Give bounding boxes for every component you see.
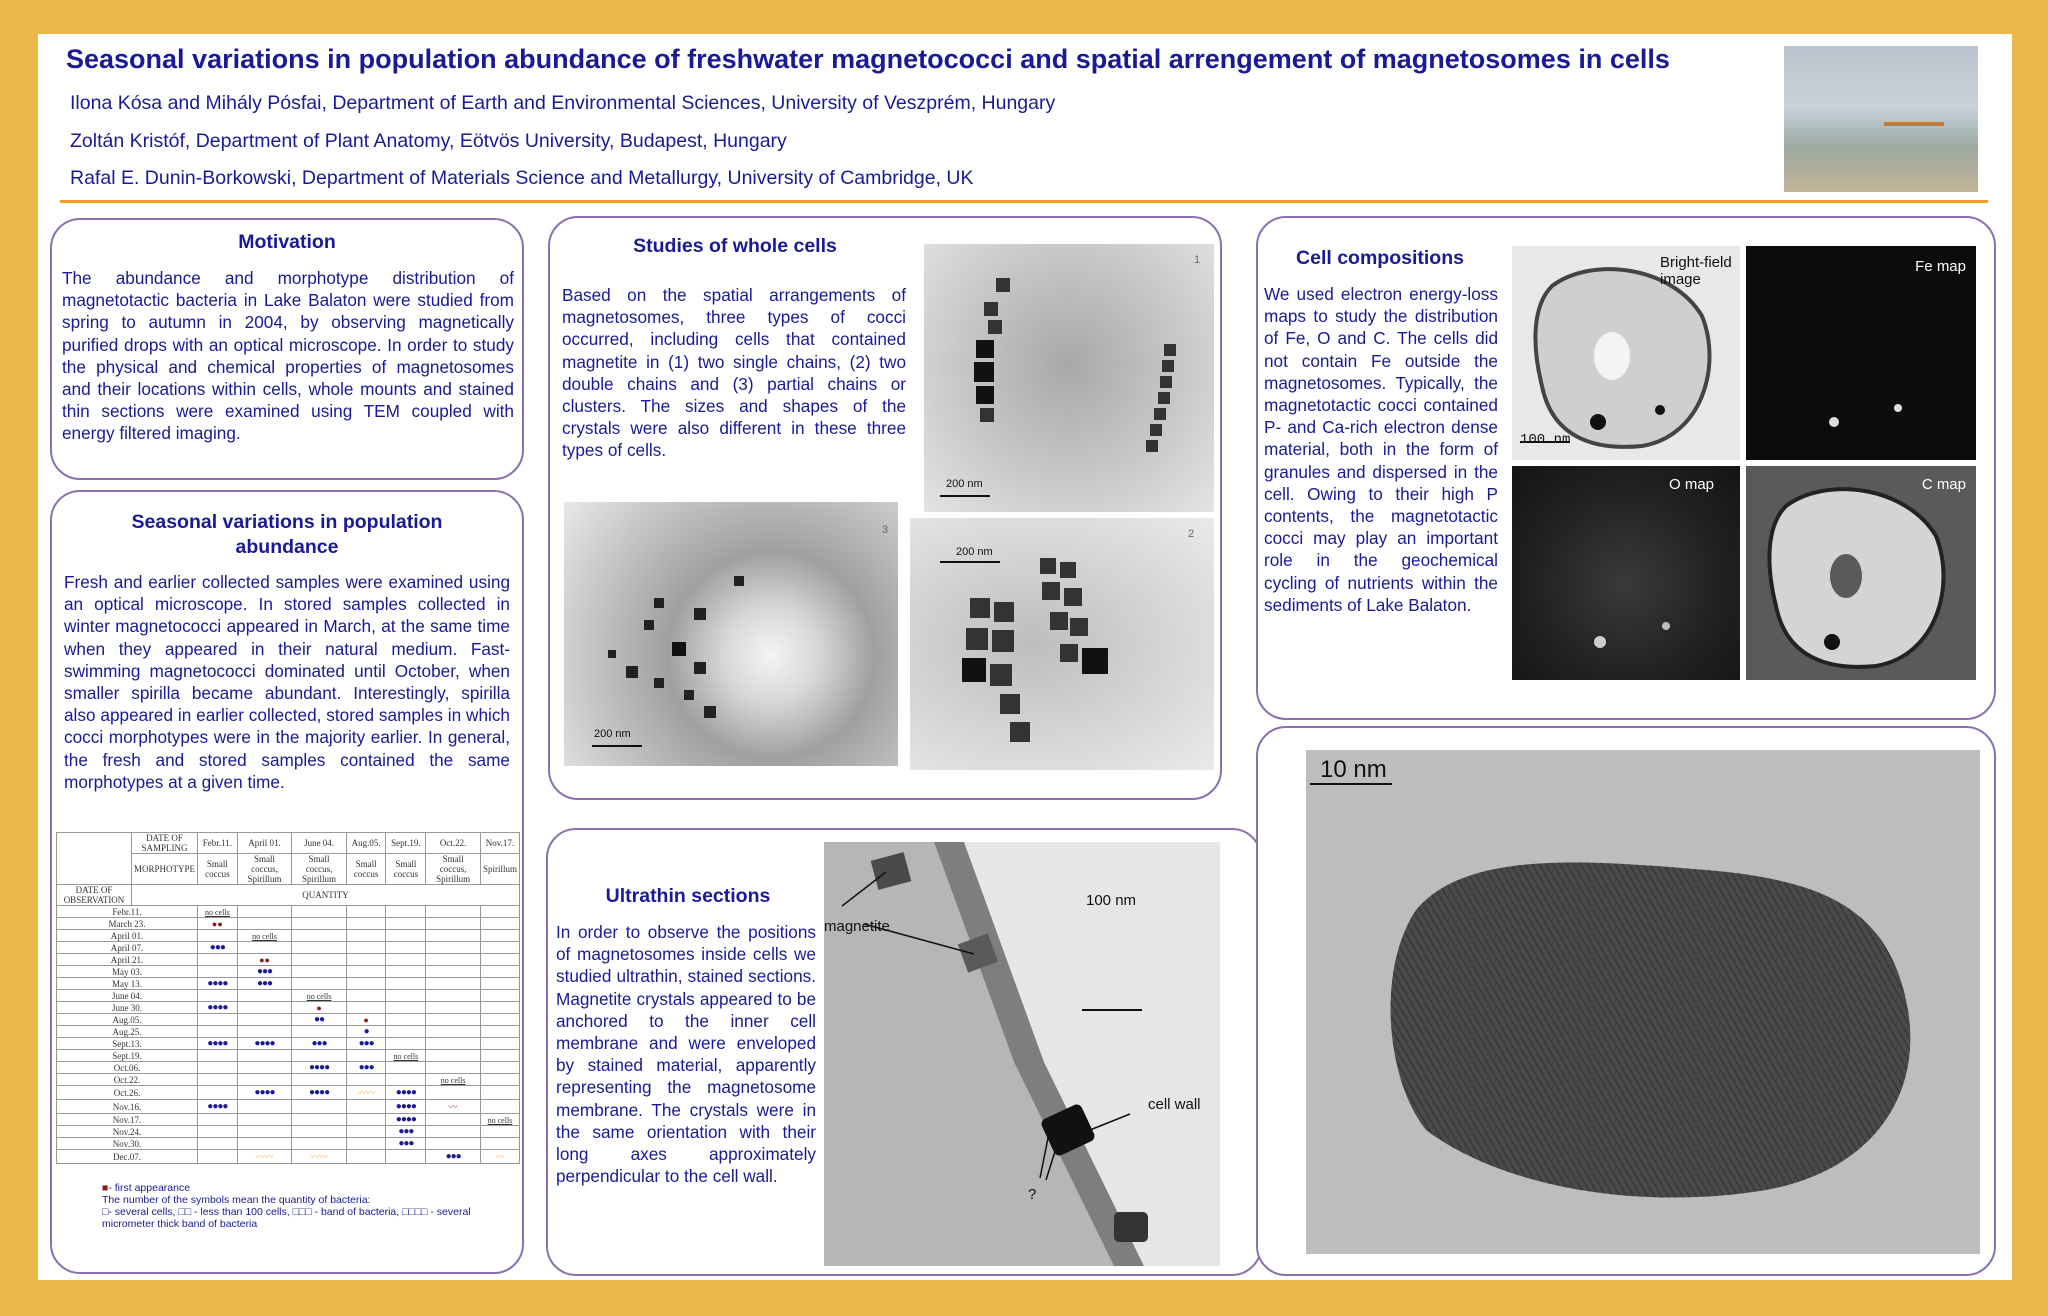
scale-label: 200 nm: [956, 546, 993, 558]
scale-label: 10 nm: [1320, 756, 1387, 783]
table-row: April 21. ●●: [57, 954, 520, 966]
sampling-date: Oct.22.: [426, 833, 481, 854]
table-row: May 13. ●●●● ●●●: [57, 978, 520, 990]
morphotype-cell: Spirillum: [480, 854, 519, 885]
observation-date: June 04.: [57, 990, 198, 1002]
o-spots: [1512, 466, 1740, 680]
observation-date: Sept.19.: [57, 1050, 198, 1062]
observation-date: April 07.: [57, 942, 198, 954]
sampling-date: Aug.05.: [346, 833, 386, 854]
table-row: Nov.17. ●●●● no cells: [57, 1114, 520, 1126]
image-label: 1: [1194, 254, 1201, 266]
map-label: Bright-field image: [1660, 254, 1732, 288]
bright-field-image: [1512, 246, 1740, 460]
morphotype-cell: Small coccus: [346, 854, 386, 885]
lake-photo: [1784, 46, 1978, 192]
scale-label: 100 nm: [1086, 892, 1137, 909]
table-row: [57, 930, 520, 942]
seasonal-title: Seasonal variations in population abundance: [131, 511, 443, 558]
fe-map-image: [1746, 246, 1976, 460]
no-cells-label: no cells: [487, 1115, 513, 1125]
sampling-date: Febr.11.: [198, 833, 238, 854]
observation-date: Nov.16.: [57, 1100, 198, 1114]
morphotype-cell: Small coccus: [386, 854, 426, 885]
magnetosome-chains: [924, 244, 1214, 512]
o-map-image: [1512, 466, 1740, 680]
no-cells-label: no cells: [393, 1051, 419, 1061]
table-row: Oct.06. ●●●● ●●●: [57, 1062, 520, 1074]
table-row: April 07. ●●●: [57, 942, 520, 954]
table-row: [57, 906, 520, 918]
table-row: Aug.05. ●● ●: [57, 1014, 520, 1026]
author-line-2: Zoltán Kristóf, Department of Plant Anatomy, Eötvös University, Budapest, Hungary: [70, 130, 787, 152]
image-label: 3: [882, 524, 889, 536]
magnetosome-clusters: [564, 502, 898, 766]
observation-date: Oct.06.: [57, 1062, 198, 1074]
morphotype-cell: Small coccus: [198, 854, 238, 885]
map-label: Fe map: [1915, 258, 1966, 275]
observation-date: Oct.26.: [57, 1086, 198, 1100]
question-label: ?: [1028, 1186, 1037, 1203]
legend-scale: □- several cells, □□ - less than 100 cells, □□□ - band of bacteria, □□□□ - several micrometer thick band of bacteria: [102, 1206, 471, 1230]
no-cells-label: no cells: [252, 931, 277, 941]
sampling-date: June 04.: [292, 833, 347, 854]
motivation-text: The abundance and morphotype distribution of magnetotactic bacteria in Lake Balaton were studied from spring to autumn in 2004, by observing magnetically purified drops with an optical microscope. In order to study the physical and chemical properties of magnetosomes and their locations within cells, whole mounts and stained thin sections were examined using TEM coupled with energy filtered imaging.: [62, 268, 514, 444]
no-cells-label: no cells: [205, 907, 230, 917]
observation-date: Aug.05.: [57, 1014, 198, 1026]
ultrathin-text: In order to observe the positions of magnetosomes inside cells we studied ultrathin, stained sections. Magnetite crystals appeared to be anchored to the inner cell membrane and were enveloped by stained material, apparently representing the magnetosome membrane. The crystals were in the same orientation with their long axes approximately perpendicular to the cell wall.: [556, 922, 816, 1187]
scale-label: 200 nm: [946, 478, 983, 490]
no-cells-label: no cells: [440, 1075, 466, 1085]
legend-note: The number of the symbols mean the quantity of bacteria:: [102, 1194, 371, 1206]
whole-cells-text: Based on the spatial arrangements of magnetosomes, three types of cocci occurred, including cells that contained magnetite in (1) two single chains, (2) two double chains and (3) partial chains or clusters. The sizes and shapes of the crystals were also different in these three types of cells.: [562, 285, 906, 461]
quantity-header: QUANTITY: [132, 885, 520, 906]
hrtem-image: [1306, 750, 1980, 1254]
table-row: March 23. ●●: [57, 918, 520, 930]
observation-date: Dec.07.: [57, 1150, 198, 1164]
table-row: [57, 990, 520, 1002]
table-legend: ■- first appearance The number of the symbols mean the quantity of bacteria: □- several cells, □□ - less than 100 cells, □□□ - band of bacteria, □□□□ - several micrometer thick band of bacteria: [102, 1182, 522, 1230]
whole-cells-title: Studies of whole cells: [633, 235, 837, 257]
tem-image-type3: [564, 502, 898, 766]
tem-section-image: [824, 842, 1220, 1266]
observation-date: Febr.11.: [57, 906, 198, 918]
observation-date: April 21.: [57, 954, 198, 966]
observation-date: Oct.22.: [57, 1074, 198, 1086]
observation-header: DATE OF OBSERVATION: [57, 885, 132, 906]
author-line-1: Ilona Kósa and Mihály Pósfai, Department of Earth and Environmental Sciences, University of Veszprém, Hungary: [70, 92, 1056, 114]
table-row: Nov.24. ●●●: [57, 1126, 520, 1138]
image-label: 2: [1188, 528, 1195, 540]
fe-spots: [1746, 246, 1976, 460]
table-row: Sept.13. ●●●● ●●●● ●●● ●●●: [57, 1038, 520, 1050]
table-row: [57, 1074, 520, 1086]
sampling-header: DATE OF SAMPLING: [132, 833, 198, 854]
magnetite-label: magnetite: [824, 918, 890, 935]
observation-date: June 30.: [57, 1002, 198, 1014]
observation-date: Nov.24.: [57, 1126, 198, 1138]
cell-wall-section: [824, 842, 1220, 1266]
author-line-3: Rafal E. Dunin-Borkowski, Department of Materials Science and Metallurgy, University of Cambridge, UK: [70, 167, 974, 189]
magnetite-crystal: [1306, 750, 1980, 1254]
scale-label: 100 nm: [1520, 432, 1571, 448]
tem-image-type2: [910, 518, 1214, 770]
cell-wall-label: cell wall: [1148, 1096, 1201, 1113]
observation-date: Sept.13.: [57, 1038, 198, 1050]
composition-text: We used electron energy-loss maps to study the distribution of Fe, O and C. The cells did not contain Fe outside the magnetosomes. Typically, the magnetotactic cocci contained P- and Ca-rich electron dense material, both in the form of granules and dispersed in the cell. Owing to their high P contents, the magnetotactic cocci may play an important role in the geochemical cycling of nutrients within the sediments of Lake Balaton.: [1264, 284, 1498, 615]
legend-first: - first appearance: [108, 1182, 191, 1194]
observation-date: May 03.: [57, 966, 198, 978]
ultrathin-title: Ultrathin sections: [605, 885, 771, 907]
table-row: Dec.07. 〰〰 〰〰 ●●● 〰: [57, 1150, 520, 1164]
observation-date: March 23.: [57, 918, 198, 930]
c-cell-outline: [1746, 466, 1976, 680]
table-row: Oct.26. ●●●● ●●●● 〰〰 ●●●●: [57, 1086, 520, 1100]
morphotype-cell: Small coccus, Spirillum: [292, 854, 347, 885]
observation-date: May 13.: [57, 978, 198, 990]
c-map-image: [1746, 466, 1976, 680]
scale-label: 200 nm: [594, 728, 631, 740]
map-label: O map: [1668, 476, 1714, 493]
abundance-table: [56, 832, 520, 1164]
table-row: Nov.30. ●●●: [57, 1138, 520, 1150]
table-row: May 03. ●●●: [57, 966, 520, 978]
table-row: June 30. ●●●● ●: [57, 1002, 520, 1014]
seasonal-text: Fresh and earlier collected samples were examined using an optical microscope. In stored samples collected in winter magnetococci appeared in March, at the same time when they appeared in their natural medium. Fast-swimming magnetococci dominated until October, when smaller spirilla became abundant. Interestingly, spirilla also appeared in earlier collected, stored samples in which cocci morphotypes were in the majority earlier. In general, the fresh and stored samples contained the same morphotypes at a given time.: [64, 572, 510, 792]
observation-date: Nov.30.: [57, 1138, 198, 1150]
poster-title: Seasonal variations in population abundance of freshwater magnetococci and spatial arrengement of magnetosomes in cells: [66, 44, 1670, 74]
sampling-date: April 01.: [237, 833, 292, 854]
sampling-date: Nov.17.: [480, 833, 519, 854]
observation-date: Aug.25.: [57, 1026, 198, 1038]
sampling-date: Sept.19.: [386, 833, 426, 854]
morphotype-cell: Small coccus, Spirillum: [426, 854, 481, 885]
table-row: [57, 1050, 520, 1062]
table-row: Aug.25. ●: [57, 1026, 520, 1038]
motivation-title: Motivation: [238, 231, 336, 253]
header-divider: [60, 200, 1988, 203]
observation-date: Nov.17.: [57, 1114, 198, 1126]
map-label: C map: [1921, 476, 1966, 493]
morphotype-cell: Small coccus, Spirillum: [237, 854, 292, 885]
tem-image-type1: [924, 244, 1214, 512]
composition-title: Cell compositions: [1296, 247, 1464, 269]
table-row: Nov.16. ●●●● ●●●● 〰: [57, 1100, 520, 1114]
no-cells-label: no cells: [306, 991, 332, 1001]
observation-date: April 01.: [57, 930, 198, 942]
morphotype-header: MORPHOTYPE: [132, 854, 198, 885]
